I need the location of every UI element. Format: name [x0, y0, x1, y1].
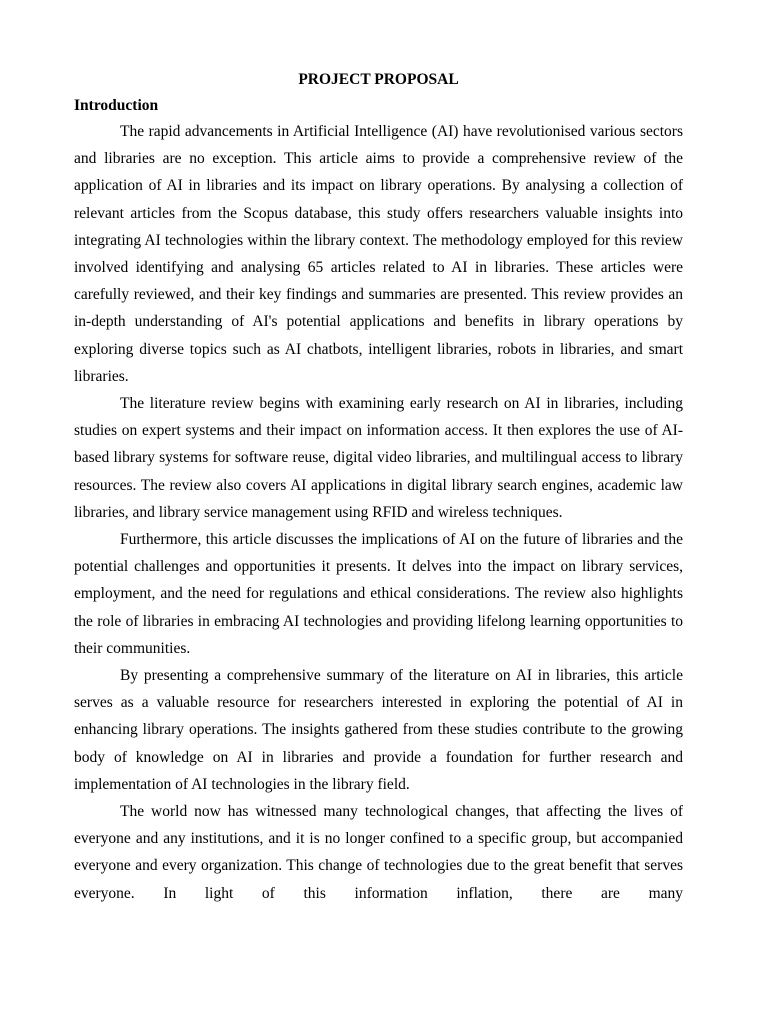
document-page — [74, 67, 683, 907]
paragraph-5: The world now has witnessed many technological changes, that affecting the lives of everyone and any institutions, and it is no longer confined to a specific group, but accompanied everyone and every organization. This change of technologies due to the great benefit that serves everyone. In light of this information inflation, there are many — [74, 803, 683, 902]
paragraph-3: Furthermore, this article discusses the implications of AI on the future of libraries and the potential challenges and opportunities it presents. It delves into the impact on library services, employment, and the need for regulations and ethical considerations. The review also highlights the role of libraries in embracing AI technologies and providing lifelong learning opportunities to their communities. — [74, 531, 683, 657]
section-heading-introduction: Introduction — [74, 97, 159, 114]
paragraph-4: By presenting a comprehensive summary of the literature on AI in libraries, this article serves as a valuable resource for researchers interested in exploring the potential of AI in enhancing library operations. The insights gathered from these studies contribute to the growing body of knowledge on AI in libraries and provide a foundation for further research and implementation of AI technologies in the library field. — [74, 667, 683, 793]
paragraph-2: The literature review begins with examining early research on AI in libraries, including studies on expert systems and their impact on information access. It then explores the use of AI-based library systems for software reuse, digital video libraries, and multilingual access to library resources. The review also covers AI applications in digital library search engines, academic law libraries, and library service management using RFID and wireless techniques. — [74, 395, 683, 521]
paragraph-1: The rapid advancements in Artificial Intelligence (AI) have revolutionised various sectors and libraries are no exception. This article aims to provide a comprehensive review of the application of AI in libraries and its impact on library operations. By analysing a collection of relevant articles from the Scopus database, this study offers researchers valuable insights into integrating AI technologies within the library context. The methodology employed for this review involved identifying and analysing 65 articles related to AI in libraries. These articles were carefully reviewed, and their key findings and summaries are presented. This review provides an in-depth understanding of AI's potential applications and benefits in library operations by exploring diverse topics such as AI chatbots, intelligent libraries, robots in libraries, and smart libraries. — [74, 123, 683, 385]
document-title: PROJECT PROPOSAL — [298, 71, 459, 88]
